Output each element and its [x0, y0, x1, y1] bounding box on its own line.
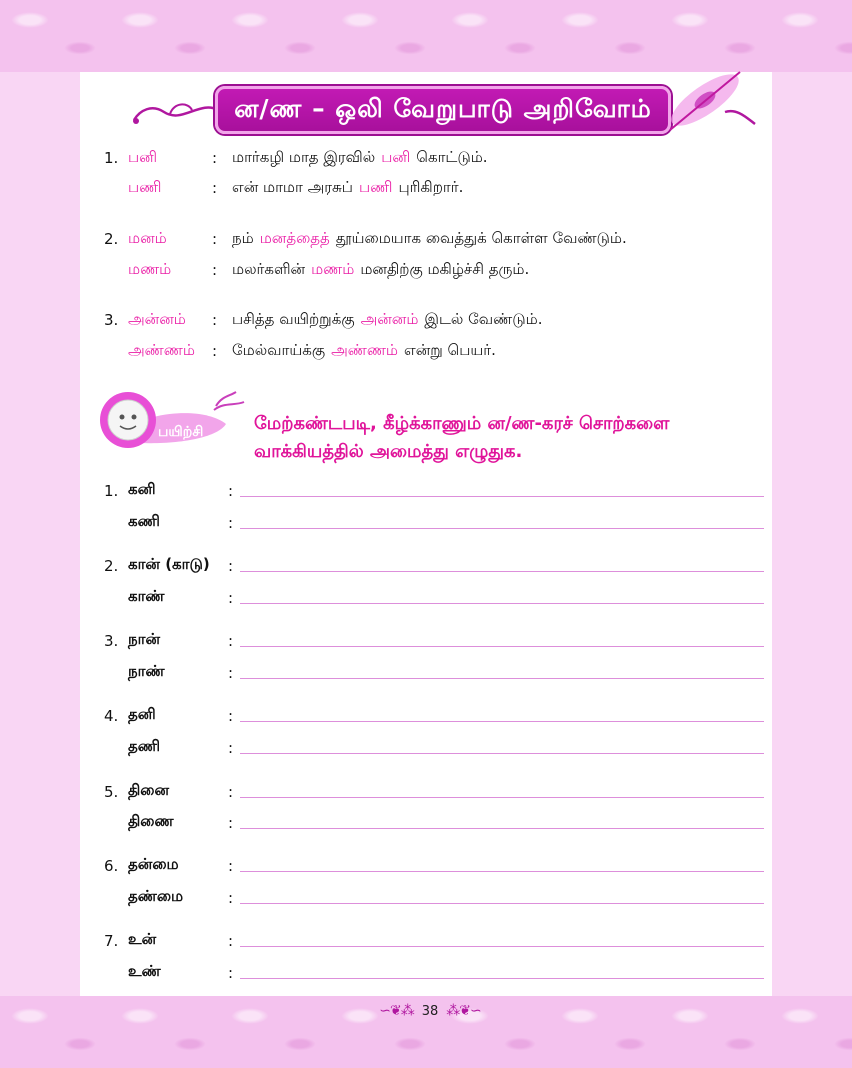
- writing-row: [104, 810, 764, 832]
- answer-line[interactable]: [240, 796, 764, 798]
- instruction-line-1: மேற்கண்டபடி, கீழ்க்காணும் ன/ண-கரச் சொற்களை: [254, 413, 670, 434]
- colon: :: [228, 964, 234, 982]
- row-word: கணி: [128, 512, 160, 530]
- answer-line[interactable]: [240, 870, 764, 872]
- example-row: [104, 258, 529, 282]
- answer-line[interactable]: [240, 527, 764, 529]
- colon: :: [228, 814, 234, 832]
- row-number: 2.: [104, 557, 119, 575]
- colon: :: [228, 664, 234, 682]
- writing-row: [104, 853, 764, 875]
- answer-line[interactable]: [240, 495, 764, 497]
- writing-row: [104, 585, 764, 607]
- row-number: 1.: [104, 482, 119, 500]
- row-word: தன்மை: [128, 855, 179, 873]
- row-number: 3.: [104, 632, 119, 650]
- sentence-start: பசித்த வயிற்றுக்கு: [232, 310, 355, 328]
- row-word: திணை: [128, 812, 174, 830]
- sentence-start: நம்: [232, 229, 254, 247]
- example-row: [104, 146, 488, 170]
- sentence-start: மலர்களின்: [232, 260, 306, 278]
- colon: :: [228, 482, 234, 500]
- page-title: ன/ண – ஒலி வேறுபாடு அறிவோம்: [215, 86, 671, 134]
- sentence-start: மார்கழி மாத இரவில்: [232, 148, 376, 166]
- example-word: பணி: [128, 178, 162, 196]
- row-number: 5.: [104, 783, 119, 801]
- sentence-end: இடல் வேண்டும்.: [424, 310, 543, 328]
- writing-row: [104, 928, 764, 950]
- colon: :: [228, 589, 234, 607]
- feather-ornament: [665, 60, 760, 140]
- writing-row: [104, 735, 764, 757]
- answer-line[interactable]: [240, 752, 764, 754]
- row-word: தினை: [128, 781, 170, 799]
- sentence-start: மேல்வாய்க்கு: [232, 341, 326, 359]
- example-number: 1.: [104, 149, 119, 167]
- left-margin: [0, 72, 80, 996]
- example-row: [104, 176, 463, 200]
- example-word: அண்ணம்: [128, 341, 195, 359]
- colon: :: [212, 261, 218, 279]
- colon: :: [228, 557, 234, 575]
- colon: :: [228, 632, 234, 650]
- answer-line[interactable]: [240, 827, 764, 829]
- answer-line[interactable]: [240, 645, 764, 647]
- writing-row: [104, 510, 764, 532]
- colon: :: [228, 932, 234, 950]
- page-number: 38: [421, 1003, 439, 1019]
- writing-row: [104, 628, 764, 650]
- colon: :: [212, 342, 218, 360]
- example-word: மணம்: [128, 260, 172, 278]
- left-swirl-ornament: [130, 96, 220, 130]
- answer-line[interactable]: [240, 902, 764, 904]
- right-margin: [772, 72, 852, 996]
- sentence-end: கொட்டும்.: [416, 148, 488, 166]
- row-word: கான் (காடு): [128, 555, 210, 573]
- colon: :: [228, 783, 234, 801]
- highlighted-word: பனி: [381, 148, 411, 166]
- writing-row: [104, 478, 764, 500]
- page-footer: [340, 1000, 520, 1022]
- colon: :: [228, 739, 234, 757]
- colon: :: [212, 311, 218, 329]
- example-row: [104, 308, 542, 332]
- answer-line[interactable]: [240, 677, 764, 679]
- answer-line[interactable]: [240, 720, 764, 722]
- example-row: [104, 227, 627, 251]
- answer-line[interactable]: [240, 570, 764, 572]
- colon: :: [228, 514, 234, 532]
- row-number: 6.: [104, 857, 119, 875]
- row-word: தண்மை: [128, 887, 184, 905]
- highlighted-word: அண்ணம்: [331, 341, 398, 359]
- answer-line[interactable]: [240, 977, 764, 979]
- colon: :: [212, 179, 218, 197]
- writing-row: [104, 660, 764, 682]
- title-banner: [130, 82, 760, 142]
- instruction-line-2: வாக்கியத்தில் அமைத்து எழுதுக.: [254, 441, 523, 462]
- sentence-end: தூய்மையாக வைத்துக் கொள்ள வேண்டும்.: [335, 229, 627, 247]
- writing-row: [104, 885, 764, 907]
- highlighted-word: மணம்: [311, 260, 355, 278]
- colon: :: [212, 149, 218, 167]
- colon: :: [228, 857, 234, 875]
- example-number: 3.: [104, 311, 119, 329]
- colon: :: [228, 707, 234, 725]
- writing-row: [104, 703, 764, 725]
- row-number: 4.: [104, 707, 119, 725]
- highlighted-word: பணி: [358, 178, 393, 196]
- row-word: தனி: [128, 705, 156, 723]
- sentence-start: என் மாமா அரசுப்: [232, 178, 353, 196]
- row-word: காண்: [128, 587, 165, 605]
- row-word: தணி: [128, 737, 161, 755]
- answer-line[interactable]: [240, 945, 764, 947]
- exercise-instruction: [254, 410, 754, 466]
- example-number: 2.: [104, 230, 119, 248]
- example-word: பனி: [128, 148, 158, 166]
- writing-row: [104, 553, 764, 575]
- row-number: 7.: [104, 932, 119, 950]
- writing-row: [104, 960, 764, 982]
- example-word: அன்னம்: [128, 310, 186, 328]
- highlighted-word: மனத்தைத்: [259, 229, 330, 247]
- sentence-end: என்று பெயர்.: [403, 341, 496, 359]
- example-word: மனம்: [128, 229, 167, 247]
- row-word: நான்: [128, 630, 161, 648]
- colon: :: [228, 889, 234, 907]
- answer-line[interactable]: [240, 602, 764, 604]
- row-word: உன்: [128, 930, 157, 948]
- writing-row: [104, 779, 764, 801]
- example-row: [104, 339, 496, 363]
- row-word: உண்: [128, 962, 161, 980]
- row-word: நாண்: [128, 662, 165, 680]
- exercise-badge: [96, 384, 246, 454]
- sentence-end: புரிகிறார்.: [398, 178, 464, 196]
- row-word: கனி: [128, 480, 156, 498]
- footer-ornament-left: ∽❦⁂: [379, 1003, 414, 1019]
- highlighted-word: அன்னம்: [360, 310, 419, 328]
- colon: :: [212, 230, 218, 248]
- exercise-badge-label: பயிற்சி: [158, 424, 204, 440]
- sentence-end: மனதிற்கு மகிழ்ச்சி தரும்.: [360, 260, 530, 278]
- footer-ornament-right: ⁂❦∽: [446, 1003, 481, 1019]
